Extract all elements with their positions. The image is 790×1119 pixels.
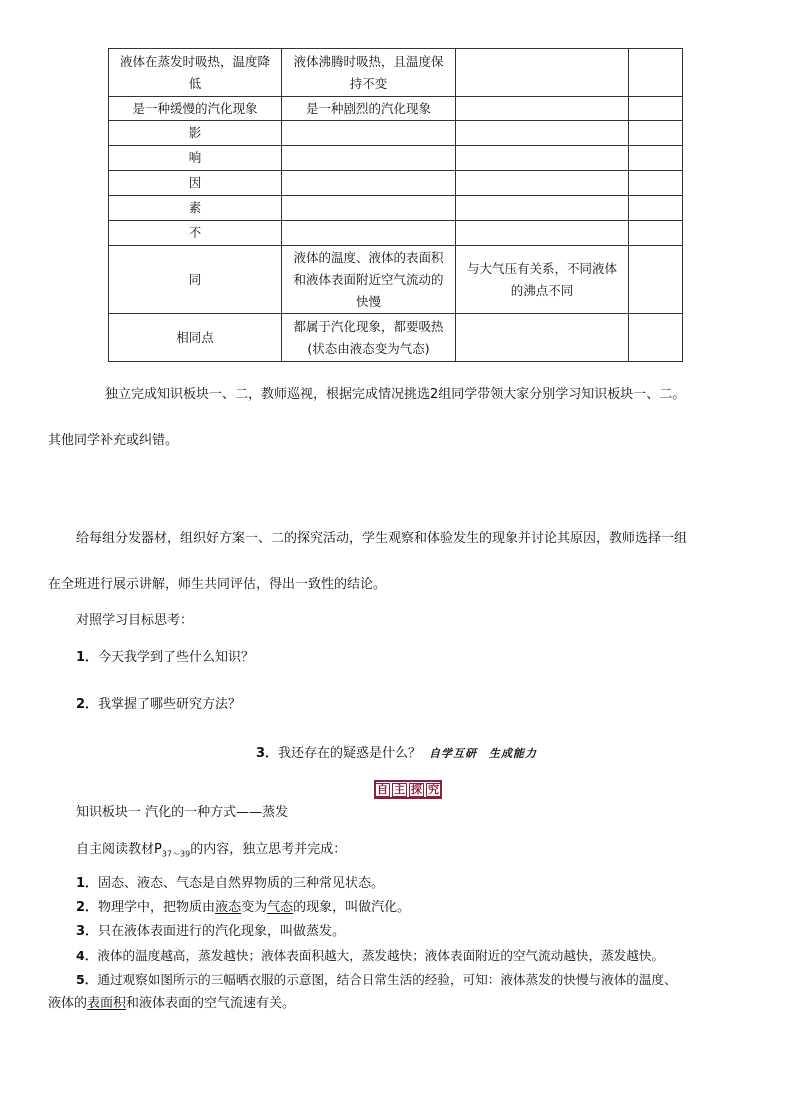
table-cell xyxy=(629,221,683,246)
table-cell: 是一种剧烈的汽化现象 xyxy=(282,97,456,121)
item-5-text: 通过观察如图所示的三幅晒衣服的示意图，结合日常生活的经验，可知：液体蒸发的快慢与液体的温度、 xyxy=(97,972,677,987)
table-cell xyxy=(456,314,629,362)
intro-pre: 自主阅读教材P xyxy=(76,842,162,857)
reflect-prompt: 对照学习目标思考： xyxy=(76,613,194,628)
question-3 xyxy=(256,744,537,764)
table-cell xyxy=(456,121,629,146)
item-1-text: 固态、液态、气态是自然界物质的三种常见状态。 xyxy=(98,876,385,891)
table-cell xyxy=(282,171,456,196)
table-row xyxy=(109,121,683,146)
item-3 xyxy=(76,922,345,942)
comparison-table-body xyxy=(109,49,683,362)
table-cell: 素 xyxy=(109,196,282,221)
table-cell: 影 xyxy=(109,121,282,146)
table-cell xyxy=(629,49,683,97)
item-2-number: 2． xyxy=(76,900,99,915)
item-5-line-2 xyxy=(48,994,295,1014)
table-cell xyxy=(629,171,683,196)
table-cell: 是一种缓慢的汽化现象 xyxy=(109,97,282,121)
table-cell xyxy=(282,146,456,171)
paragraph-2-line-2: 在全班进行展示讲解，师生共同评估，得出一致性的结论。 xyxy=(48,577,387,592)
item-3-number: 3． xyxy=(76,924,99,939)
intro-post: 的内容，独立思考并完成： xyxy=(190,842,347,857)
table-row xyxy=(109,171,683,196)
badge-char-2: 主 xyxy=(394,782,405,796)
table-row xyxy=(109,246,683,314)
table-cell: 同 xyxy=(109,246,282,314)
table-cell xyxy=(282,121,456,146)
question-3-number: 3． xyxy=(256,746,279,761)
table-cell xyxy=(282,221,456,246)
paragraph-1-line-2: 其他同学补充或纠错。 xyxy=(48,433,179,448)
table-row xyxy=(109,314,683,362)
table-cell: 液体在蒸发时吸热，温度降低 xyxy=(109,49,282,97)
item-5-answer: 表面积 xyxy=(87,996,127,1011)
table-cell: 相同点 xyxy=(109,314,282,362)
table-cell xyxy=(456,146,629,171)
table-cell: 都属于汽化现象，都要吸热(状态由液态变为气态) xyxy=(282,314,456,362)
table-cell xyxy=(456,196,629,221)
item-3-text: 只在液体表面进行的汽化现象，叫做蒸发。 xyxy=(98,924,346,939)
item-5-line-2-post: 和液体表面的空气流速有关。 xyxy=(126,996,296,1011)
item-5-number: 5． xyxy=(76,972,98,987)
question-1-number: 1． xyxy=(76,650,99,665)
paragraph-1-line-1: 独立完成知识板块一、二，教师巡视，根据完成情况挑选2组同学带领大家分别学习知识板块一、二。 xyxy=(105,387,686,402)
table-cell xyxy=(629,121,683,146)
section-heading: 知识板块一 汽化的一种方式——蒸发 xyxy=(76,805,289,820)
item-5-line-2-pre: 液体的 xyxy=(48,996,88,1011)
table-cell: 液体沸腾时吸热，且温度保持不变 xyxy=(282,49,456,97)
table-cell: 液体的温度、液体的表面积和液体表面附近空气流动的快慢 xyxy=(282,246,456,314)
table-cell xyxy=(456,221,629,246)
paragraph-2-line-1: 给每组分发器材，组织好方案一、二的探究活动，学生观察和体验发生的现象并讨论其原因，教师选择一组 xyxy=(76,531,688,546)
table-cell: 与大气压有关系，不同液体的沸点不同 xyxy=(456,246,629,314)
badge-char-1: 自 xyxy=(377,782,388,796)
table-cell xyxy=(629,246,683,314)
item-2 xyxy=(76,898,410,918)
table-cell xyxy=(456,49,629,97)
item-1-number: 1． xyxy=(76,876,99,891)
item-4 xyxy=(76,946,664,966)
question-3-text: 我还存在的疑惑是什么？ xyxy=(278,746,422,761)
table-row xyxy=(109,146,683,171)
self-explore-badge xyxy=(374,780,442,799)
table-cell xyxy=(629,146,683,171)
table-cell xyxy=(629,196,683,221)
question-1 xyxy=(76,648,254,668)
comparison-table xyxy=(108,48,683,362)
table-cell xyxy=(629,97,683,121)
item-2-pre: 物理学中，把物质由 xyxy=(98,900,216,915)
table-row xyxy=(109,49,683,97)
question-2-text: 我掌握了哪些研究方法？ xyxy=(98,697,242,712)
intro-pages: 37～39 xyxy=(161,849,191,859)
table-cell xyxy=(629,314,683,362)
item-5 xyxy=(76,970,677,990)
item-2-answer-1: 液态 xyxy=(215,900,242,915)
section-tag: 自学互研 生成能力 xyxy=(429,747,538,760)
question-2 xyxy=(76,695,241,715)
section-intro xyxy=(76,840,346,865)
badge-char-4: 究 xyxy=(428,782,439,796)
item-4-text: 液体的温度越高，蒸发越快；液体表面积越大，蒸发越快；液体表面附近的空气流动越快，蒸发越快。 xyxy=(97,948,665,963)
table-cell xyxy=(456,97,629,121)
table-row xyxy=(109,97,683,121)
question-1-text: 今天我学到了些什么知识？ xyxy=(98,650,255,665)
table-cell xyxy=(456,171,629,196)
table-cell: 响 xyxy=(109,146,282,171)
badge-char-3: 探 xyxy=(411,782,422,796)
question-2-number: 2． xyxy=(76,697,99,712)
item-2-mid: 变为 xyxy=(241,900,268,915)
item-4-number: 4． xyxy=(76,948,98,963)
table-row xyxy=(109,196,683,221)
table-cell xyxy=(282,196,456,221)
table-cell: 不 xyxy=(109,221,282,246)
item-2-answer-2: 气态 xyxy=(267,900,294,915)
item-2-post: 的现象，叫做汽化。 xyxy=(293,900,411,915)
table-cell: 因 xyxy=(109,171,282,196)
table-row xyxy=(109,221,683,246)
item-1 xyxy=(76,874,384,894)
